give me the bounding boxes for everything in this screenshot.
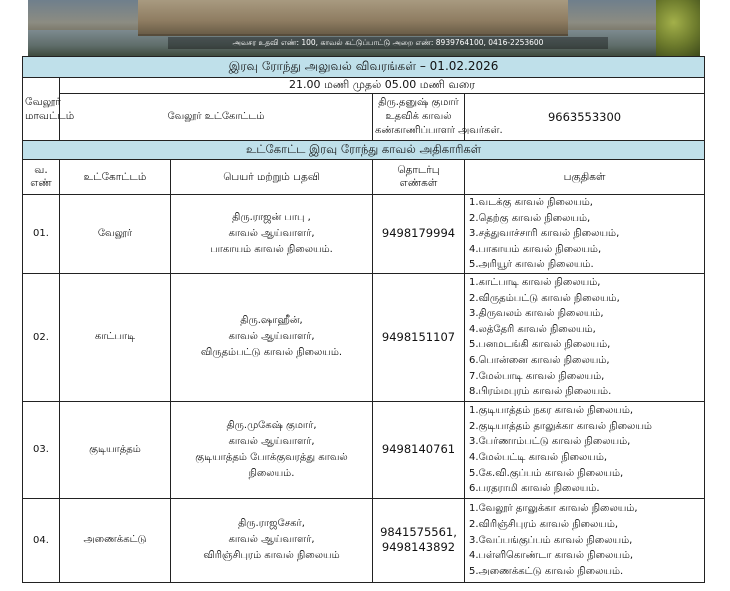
station-item: 4.மேல்பட்டி காவல் நிலையம், <box>469 451 608 463</box>
officer-line: காவல் ஆய்வாளர், <box>228 331 315 343</box>
banner-photo <box>28 0 700 56</box>
header-line: எண் <box>30 177 52 189</box>
station-item: 6.பரதராமி காவல் நிலையம். <box>469 483 600 495</box>
header-line: எண்கள் <box>399 177 438 189</box>
row-stations <box>465 195 705 274</box>
station-item: 5.அரியூர் காவல் நிலையம். <box>469 259 594 271</box>
row-officer <box>171 401 373 498</box>
supervisor-phone: 9663553300 <box>465 94 705 141</box>
station-item: 4.பாகாயம் காவல் நிலையம், <box>469 243 602 255</box>
supervisor-line: உதவிக் காவல் <box>385 111 452 122</box>
row-officer <box>171 498 373 582</box>
row-phone <box>373 498 465 582</box>
row-subdivision: குடியாத்தம் <box>60 401 171 498</box>
supervisor-officer <box>373 94 503 141</box>
officer-line: குடியாத்தம் போக்குவரத்து காவல் <box>195 451 348 463</box>
section-title-row <box>23 141 705 160</box>
banner-fort <box>138 0 568 36</box>
col-subdivision-header: உட்கோட்டம் <box>60 160 171 195</box>
row-officer <box>171 195 373 274</box>
station-item: 4.லத்தேரி காவல் நிலையம், <box>469 323 596 335</box>
station-item: 5.அணைக்கட்டு காவல் நிலையம். <box>469 565 624 577</box>
night-patrol-table <box>22 56 705 583</box>
station-item: 8.பிரம்மபுரம் காவல் நிலையம். <box>469 386 612 398</box>
officer-line: காவல் ஆய்வாளர், <box>228 227 315 239</box>
table-row <box>23 498 705 582</box>
section-title: உட்கோட்ட இரவு ரோந்து காவல் அதிகாரிகள் <box>23 141 705 160</box>
station-item: 5.பனமடங்கி காவல் நிலையம், <box>469 339 611 351</box>
row-stations <box>465 401 705 498</box>
column-header-row <box>23 160 705 195</box>
row-serial: 01. <box>23 195 60 274</box>
officer-line: பாகாயம் காவல் நிலையம். <box>210 243 333 255</box>
district-label <box>23 78 75 141</box>
officer-line: திரு.ராஜசேகர், <box>238 518 305 530</box>
supervisor-row <box>23 94 705 141</box>
officer-line: திரு.முகேஷ் குமார், <box>226 419 317 431</box>
phone-number: 9498140761 <box>381 442 456 457</box>
report-title-row <box>23 57 705 78</box>
row-serial: 02. <box>23 273 60 401</box>
header-line: தொடர்பு <box>397 164 440 176</box>
banner-tree <box>656 0 700 56</box>
officer-line: திரு.ஷாஹீன், <box>240 315 303 327</box>
row-phone <box>373 273 465 401</box>
district-label-line: வேலூர் <box>25 96 61 108</box>
station-item: 3.திருவலம் காவல் நிலையம், <box>469 308 604 320</box>
table-row <box>23 273 705 401</box>
phone-number: 9498179994 <box>381 226 456 241</box>
station-item: 4.பள்ளிகொண்டா காவல் நிலையம், <box>469 550 634 562</box>
row-subdivision: வேலூர் <box>60 195 171 274</box>
officer-line: நிலையம். <box>248 467 295 479</box>
station-item: 7.மேல்பாடி காவல் நிலையம், <box>469 370 605 382</box>
supervisor-line: திரு.தனுஷ் குமார் <box>378 97 459 108</box>
officer-line: திரு.ராஜன் பாபு , <box>232 211 311 223</box>
station-item: 1.வடக்கு காவல் நிலையம், <box>469 197 593 208</box>
officer-line: விரிஞ்சிபுரம் காவல் நிலையம் <box>203 550 340 562</box>
report-title: இரவு ரோந்து அலுவல் விவரங்கள் – 01.02.2026 <box>23 57 705 78</box>
supervisor-line: கண்காணிப்பாளர் அவர்கள். <box>375 125 503 136</box>
col-areas-header: பகுதிகள் <box>465 160 705 195</box>
station-item: 5.கே.வி.குப்பம் காவல் நிலையம், <box>469 467 624 479</box>
row-stations <box>465 273 705 401</box>
station-item: 1.குடியாத்தம் நகர காவல் நிலையம், <box>469 405 634 417</box>
station-item: 2.விரிஞ்சிபுரம் காவல் நிலையம், <box>469 519 619 531</box>
col-serial-header <box>23 160 60 195</box>
station-item: 6.பொன்னை காவல் நிலையம், <box>469 355 610 367</box>
subdivision-name: வேலூர் உட்கோட்டம் <box>60 94 373 141</box>
station-item: 1.காட்பாடி காவல் நிலையம், <box>469 277 601 289</box>
officer-line: காவல் ஆய்வாளர், <box>228 534 315 546</box>
row-subdivision: அணைக்கட்டு <box>60 498 171 582</box>
table-row <box>23 195 705 274</box>
district-label-line: மாவட்டம் <box>25 110 75 122</box>
officer-line: விருதம்பட்டு காவல் நிலையம். <box>200 347 343 359</box>
station-item: 2.குடியாத்தம் தாலுக்கா காவல் நிலையம் <box>469 420 652 432</box>
row-phone <box>373 195 465 274</box>
table-row <box>23 401 705 498</box>
station-item: 2.தெற்கு காவல் நிலையம், <box>469 212 591 224</box>
row-stations <box>465 498 705 582</box>
emergency-contact-line: அவசர உதவி எண்: 100, காவல் கட்டுப்பாட்டு அறை எண்: 8939764100, 0416-2253600 <box>168 37 608 49</box>
station-item: 3.வேப்பங்குப்பம் காவல் நிலையம், <box>469 534 633 546</box>
station-item: 1.வேலூர் தாலுக்கா காவல் நிலையம், <box>469 503 638 515</box>
header-line: வ. <box>34 164 48 176</box>
phone-number: 9498143892 <box>381 540 456 555</box>
row-officer <box>171 273 373 401</box>
col-name-header: பெயர் மற்றும் பதவி <box>171 160 373 195</box>
row-serial: 03. <box>23 401 60 498</box>
phone-number: 9498151107 <box>381 329 456 344</box>
row-serial: 04. <box>23 498 60 582</box>
row-phone <box>373 401 465 498</box>
col-contact-header <box>373 160 465 195</box>
time-range-row <box>23 78 705 94</box>
phone-number: 9841575561, <box>380 525 457 540</box>
station-item: 3.சத்துவாச்சாரி காவல் நிலையம், <box>469 228 620 240</box>
time-range: 21.00 மணி முதல் 05.00 மணி வரை <box>60 78 705 94</box>
officer-line: காவல் ஆய்வாளர், <box>228 435 315 447</box>
station-item: 2.விருதம்பட்டு காவல் நிலையம், <box>469 292 620 304</box>
row-subdivision: காட்பாடி <box>60 273 171 401</box>
station-item: 3.பேர்ணாம்பட்டு காவல் நிலையம், <box>469 436 631 448</box>
